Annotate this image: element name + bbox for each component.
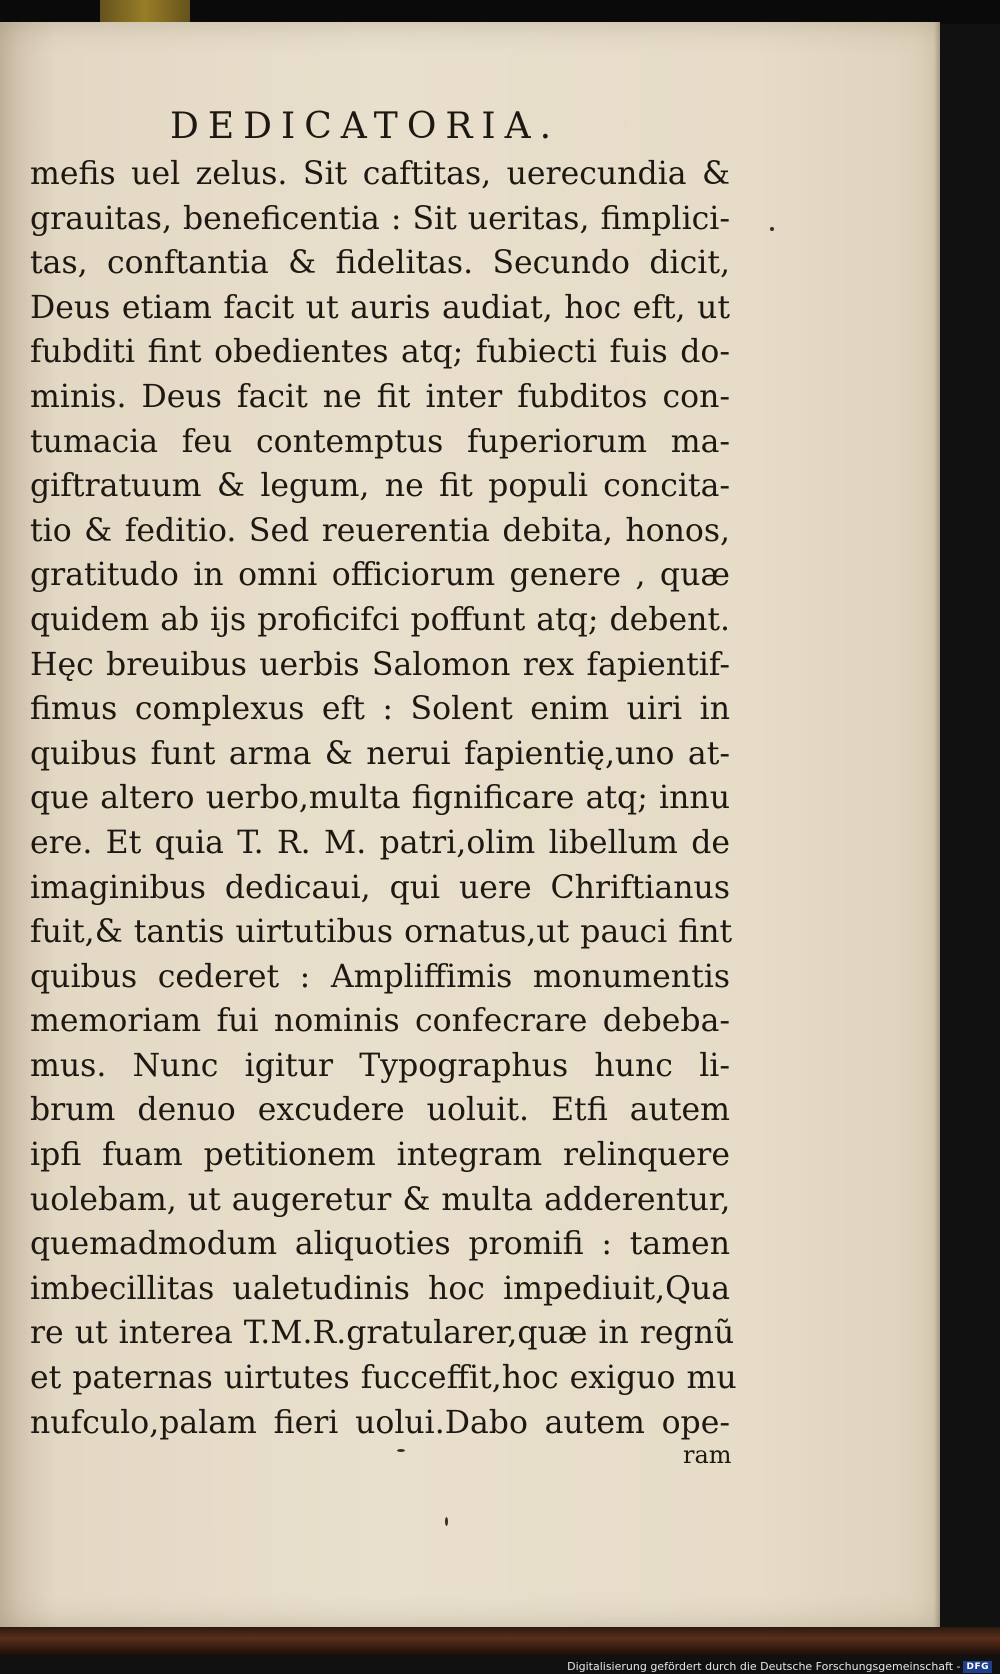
text-line: minis. Deus facit ne fit inter fubditos con-	[30, 378, 730, 415]
text-line: gratitudo in omni officiorum genere , quæ	[30, 557, 730, 594]
text-line: mefis uel zelus. Sit caftitas, uerecundia &	[30, 156, 730, 192]
dfg-logo: DFG	[963, 1661, 992, 1673]
bottom-edge	[0, 1627, 1000, 1655]
text-line: ipfi fuam petitionem integram relinquere	[30, 1137, 730, 1174]
text-line: nufculo,palam fieri uolui.Dabo autem ope-	[30, 1404, 730, 1441]
catchword: ram	[683, 1441, 732, 1469]
digitization-credit	[567, 1660, 992, 1673]
text-line: fimus complexus eft : Solent enim uiri in	[30, 691, 730, 728]
text-line: tumacia feu contemptus fuperiorum ma-	[30, 423, 730, 460]
text-line: Deus etiam facit ut auris audiat, hoc eft, ut	[30, 289, 730, 326]
text-line: mus. Nunc igitur Typographus hunc li-	[30, 1047, 730, 1084]
text-line: giftratuum & legum, ne fit populi concita-	[30, 468, 730, 505]
text-line: fuit,& tantis uirtutibus ornatus,ut pauci fint	[30, 914, 733, 951]
text-line: quidem ab ijs proficifci poffunt atq; debent.	[30, 601, 731, 638]
ink-speck	[770, 227, 774, 231]
text-line: brum denuo excudere uoluit. Etfi autem	[30, 1092, 730, 1129]
text-line: quemadmodum aliquoties promifi : tamen	[30, 1226, 730, 1263]
body-text	[30, 152, 737, 1445]
text-line: quibus funt arma & nerui fapientię,uno at-	[30, 735, 730, 772]
text-line: et paternas uirtutes fucceffit,hoc exiguo mu	[30, 1360, 737, 1397]
text-line: Hęc breuibus uerbis Salomon rex fapientif-	[30, 646, 730, 683]
text-line: quibus cederet : Ampliffimis monumentis	[30, 958, 730, 995]
book-page	[0, 22, 940, 1627]
text-line: fubditi fint obedientes atq; fubiecti fuis do-	[30, 334, 730, 371]
text-line: tio & feditio. Sed reuerentia debita, honos,	[30, 512, 730, 549]
text-line: uolebam, ut augeretur & multa adderentur,	[30, 1181, 731, 1218]
text-line: re ut interea T.M.R.gratularer,quæ in regnũ	[30, 1315, 735, 1352]
text-line: ere. Et quia T. R. M. patri,olim libellum de	[30, 824, 730, 861]
text-line: tas, conftantia & fidelitas. Secundo dicit,	[30, 245, 730, 282]
running-head: DEDICATORIA.	[170, 106, 561, 147]
text-line: imaginibus dedicaui, qui uere Chriftianus	[30, 869, 730, 906]
credit-text: Digitalisierung gefördert durch die Deutsche Forschungsgemeinschaft -	[567, 1660, 961, 1673]
text-line: memoriam fui nominis confecrare debeba-	[30, 1003, 730, 1040]
text-line: imbecillitas ualetudinis hoc impediuit,Qua	[30, 1270, 730, 1307]
ink-speck	[445, 1517, 448, 1526]
page-fold-shadow	[934, 22, 940, 1627]
binding-tab	[100, 0, 190, 24]
text-line: grauitas, beneficentia : Sit ueritas, fimplici-	[30, 200, 731, 237]
ink-speck	[397, 1449, 405, 1452]
text-line: que altero uerbo,multa fignificare atq; innu	[30, 780, 730, 817]
